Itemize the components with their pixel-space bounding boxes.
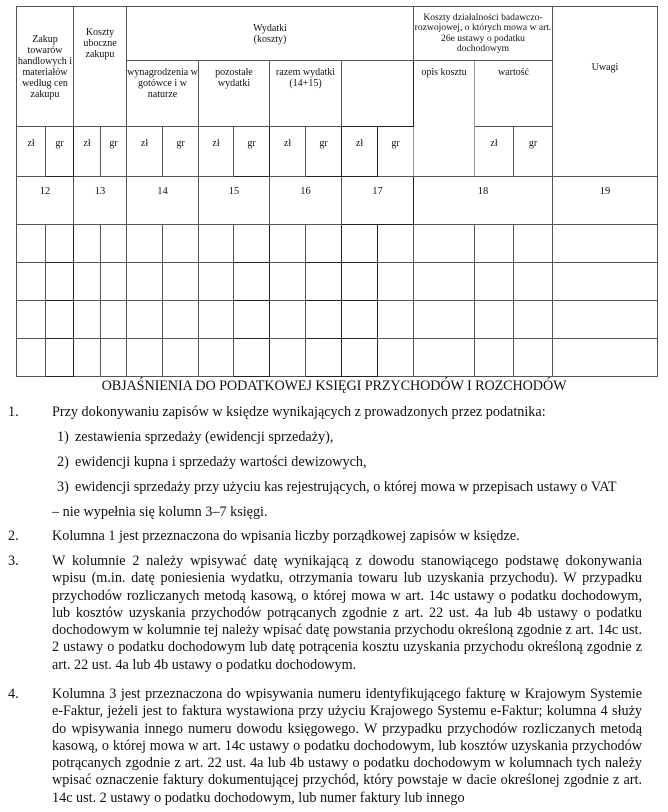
header-col18-desc: opis kosztu bbox=[414, 61, 475, 177]
table-cell bbox=[234, 301, 270, 339]
table-cell bbox=[74, 301, 101, 339]
table-cell bbox=[17, 339, 46, 377]
table-cell bbox=[101, 225, 127, 263]
explanations-title: OBJAŚNIENIA DO PODATKOWEJ KSIĘGI PRZYCHODÓW I ROZCHODÓW bbox=[101, 378, 567, 394]
table-cell bbox=[270, 339, 306, 377]
column-number-16: 16 bbox=[270, 177, 342, 225]
table-cell bbox=[306, 301, 342, 339]
table-cell bbox=[514, 301, 553, 339]
table-row bbox=[17, 301, 658, 339]
column-number-13: 13 bbox=[74, 177, 127, 225]
table-cell bbox=[514, 339, 553, 377]
unit-gr: gr bbox=[234, 127, 270, 177]
item-1-tail: – nie wypełnia się kolumn 3–7 księgi. bbox=[52, 504, 268, 520]
table-cell bbox=[342, 225, 378, 263]
column-number-15: 15 bbox=[199, 177, 270, 225]
table-cell bbox=[234, 263, 270, 301]
table-cell bbox=[414, 263, 475, 301]
table-cell bbox=[553, 263, 658, 301]
unit-gr: gr bbox=[163, 127, 199, 177]
header-col17 bbox=[342, 61, 414, 127]
subitem-text: zestawienia sprzedaży (ewidencji sprzedaży), bbox=[75, 429, 334, 445]
table-cell bbox=[199, 263, 234, 301]
table-cell bbox=[101, 263, 127, 301]
unit-gr: gr bbox=[101, 127, 127, 177]
subitem-text: ewidencji sprzedaży przy użyciu kas rejestrujących, o której mowa w przepisach ustawy o VAT bbox=[75, 479, 617, 495]
table-cell bbox=[553, 339, 658, 377]
table-cell bbox=[270, 263, 306, 301]
item-text: Kolumna 3 jest przeznaczona do wpisywania numeru identyfikującego fakturę w Krajowym Systemie e-Faktur, jeżeli jest to faktura wystawiona przy użyciu Krajowego Systemu e-Faktur; kolumna 4 służy do wpisywania innego numeru dowodu księgowego. W przypadku przychodów rozliczanych metodą kasową, o której mowa w art. 14c ustawy o podatku dochodowym, lub kosztów uzyskania przychodów potrącanych zgodnie z art. 22 ust. 4a lub 4b ustawy o podatku dochodowym w kolumnach tych należy wpisać oznaczenie faktury dokumentującej przychód, który powstaje w dacie określonej zgodnie z art. 14c ust. 2 ustawy o podatku dochodowym, lub numer faktury lub innego bbox=[52, 686, 642, 806]
header-col19: Uwagi bbox=[553, 7, 658, 177]
unit-zl: zł bbox=[127, 127, 163, 177]
unit-zl: zł bbox=[270, 127, 306, 177]
table-cell bbox=[199, 301, 234, 339]
item-number: 3. bbox=[8, 553, 19, 569]
unit-gr: gr bbox=[46, 127, 74, 177]
table-cell bbox=[514, 263, 553, 301]
table-row bbox=[17, 263, 658, 301]
header-col18-group: Koszty działalności badawczo-rozwojowej, o których mowa w art. 26e ustawy o podatku dochodowym bbox=[414, 7, 553, 61]
table-cell bbox=[514, 225, 553, 263]
table-cell bbox=[74, 263, 101, 301]
table-cell bbox=[306, 339, 342, 377]
table-cell bbox=[17, 263, 46, 301]
column-number-12: 12 bbox=[17, 177, 74, 225]
table-cell bbox=[414, 301, 475, 339]
table-cell bbox=[163, 263, 199, 301]
table-cell bbox=[127, 263, 163, 301]
table-cell bbox=[163, 339, 199, 377]
table-cell bbox=[101, 339, 127, 377]
item-number: 4. bbox=[8, 686, 19, 702]
table-cell bbox=[342, 263, 378, 301]
table-cell bbox=[475, 263, 514, 301]
unit-zl: zł bbox=[199, 127, 234, 177]
item-text: Przy dokonywaniu zapisów w księdze wynikających z prowadzonych przez podatnika: bbox=[52, 404, 546, 420]
table-cell bbox=[17, 225, 46, 263]
header-col13: Koszty uboczne zakupu bbox=[74, 7, 127, 127]
column-number-18: 18 bbox=[414, 177, 553, 225]
table-cell bbox=[342, 339, 378, 377]
table-cell bbox=[46, 263, 74, 301]
table-cell bbox=[199, 339, 234, 377]
table-cell bbox=[306, 225, 342, 263]
item-text: Kolumna 1 jest przeznaczona do wpisania liczby porządkowej zapisów w księdze. bbox=[52, 528, 520, 544]
table-cell bbox=[378, 339, 414, 377]
table-cell bbox=[163, 301, 199, 339]
table-row bbox=[17, 225, 658, 263]
table-cell bbox=[553, 301, 658, 339]
table-cell bbox=[199, 225, 234, 263]
table-cell bbox=[342, 301, 378, 339]
table-cell bbox=[234, 225, 270, 263]
item-number: 2. bbox=[8, 528, 19, 544]
table-cell bbox=[74, 339, 101, 377]
table-cell bbox=[127, 225, 163, 263]
column-number-17: 17 bbox=[342, 177, 414, 225]
header-col18-value: wartość bbox=[475, 61, 553, 127]
column-number-14: 14 bbox=[127, 177, 199, 225]
unit-gr: gr bbox=[378, 127, 414, 177]
unit-zl: zł bbox=[74, 127, 101, 177]
table-cell bbox=[127, 339, 163, 377]
table-cell bbox=[270, 301, 306, 339]
column-number-19: 19 bbox=[553, 177, 658, 225]
table-cell bbox=[378, 225, 414, 263]
table-cell bbox=[475, 301, 514, 339]
table-cell bbox=[306, 263, 342, 301]
table-cell bbox=[475, 225, 514, 263]
unit-zl: zł bbox=[17, 127, 46, 177]
table-cell bbox=[46, 301, 74, 339]
table-cell bbox=[414, 339, 475, 377]
subitem-number: 2) bbox=[57, 454, 69, 470]
item-number: 1. bbox=[8, 404, 19, 420]
header-col15: pozostałe wydatki bbox=[199, 61, 270, 127]
unit-gr: gr bbox=[306, 127, 342, 177]
table-cell bbox=[378, 263, 414, 301]
table-cell bbox=[46, 339, 74, 377]
table-cell bbox=[553, 225, 658, 263]
unit-gr: gr bbox=[514, 127, 553, 177]
table-cell bbox=[101, 301, 127, 339]
table-cell bbox=[127, 301, 163, 339]
subitem-number: 3) bbox=[57, 479, 69, 495]
table-cell bbox=[46, 225, 74, 263]
table-cell bbox=[17, 301, 46, 339]
ledger-table bbox=[16, 6, 658, 377]
table-cell bbox=[475, 339, 514, 377]
header-col14: wynagrodzenia w gotówce i w naturze bbox=[127, 61, 199, 127]
header-col16: razem wydatki (14+15) bbox=[270, 61, 342, 127]
subitem-number: 1) bbox=[57, 429, 69, 445]
unit-zl: zł bbox=[475, 127, 514, 177]
header-wydatki-group: Wydatki (koszty) bbox=[127, 7, 414, 61]
subitem-text: ewidencji kupna i sprzedaży wartości dewizowych, bbox=[75, 454, 367, 470]
table-cell bbox=[74, 225, 101, 263]
table-cell bbox=[234, 339, 270, 377]
item-text: W kolumnie 2 należy wpisywać datę wynikającą z dowodu stanowiącego podstawę dokonywania wpisu (m.in. datę poniesienia wydatku, otrzymania towaru lub uzyskania przychodu). W przypadku przychodów rozliczanych metodą kasową, o której mowa w art. 14c ustawy o podatku dochodowym, lub kosztów uzyskania przychodów potrącanych zgodnie z art. 22 ust. 4a lub 4b ustawy o podatku dochodowym w kolumnie tej należy wpisać datę powstania przychodu określoną zgodnie z art. 14c ust. 2 ustawy o podatku dochodowym lub datę potrącenia kosztu uzyskania przychodu określoną zgodnie z art. 22 ust. 4a lub 4b ustawy o podatku dochodowym. bbox=[52, 553, 642, 673]
table-cell bbox=[378, 301, 414, 339]
header-col12: Zakup towarów handlowych i materiałów według cen zakupu bbox=[17, 7, 74, 127]
unit-zl: zł bbox=[342, 127, 378, 177]
table-row bbox=[17, 339, 658, 377]
table-cell bbox=[270, 225, 306, 263]
table-cell bbox=[163, 225, 199, 263]
table-cell bbox=[414, 225, 475, 263]
